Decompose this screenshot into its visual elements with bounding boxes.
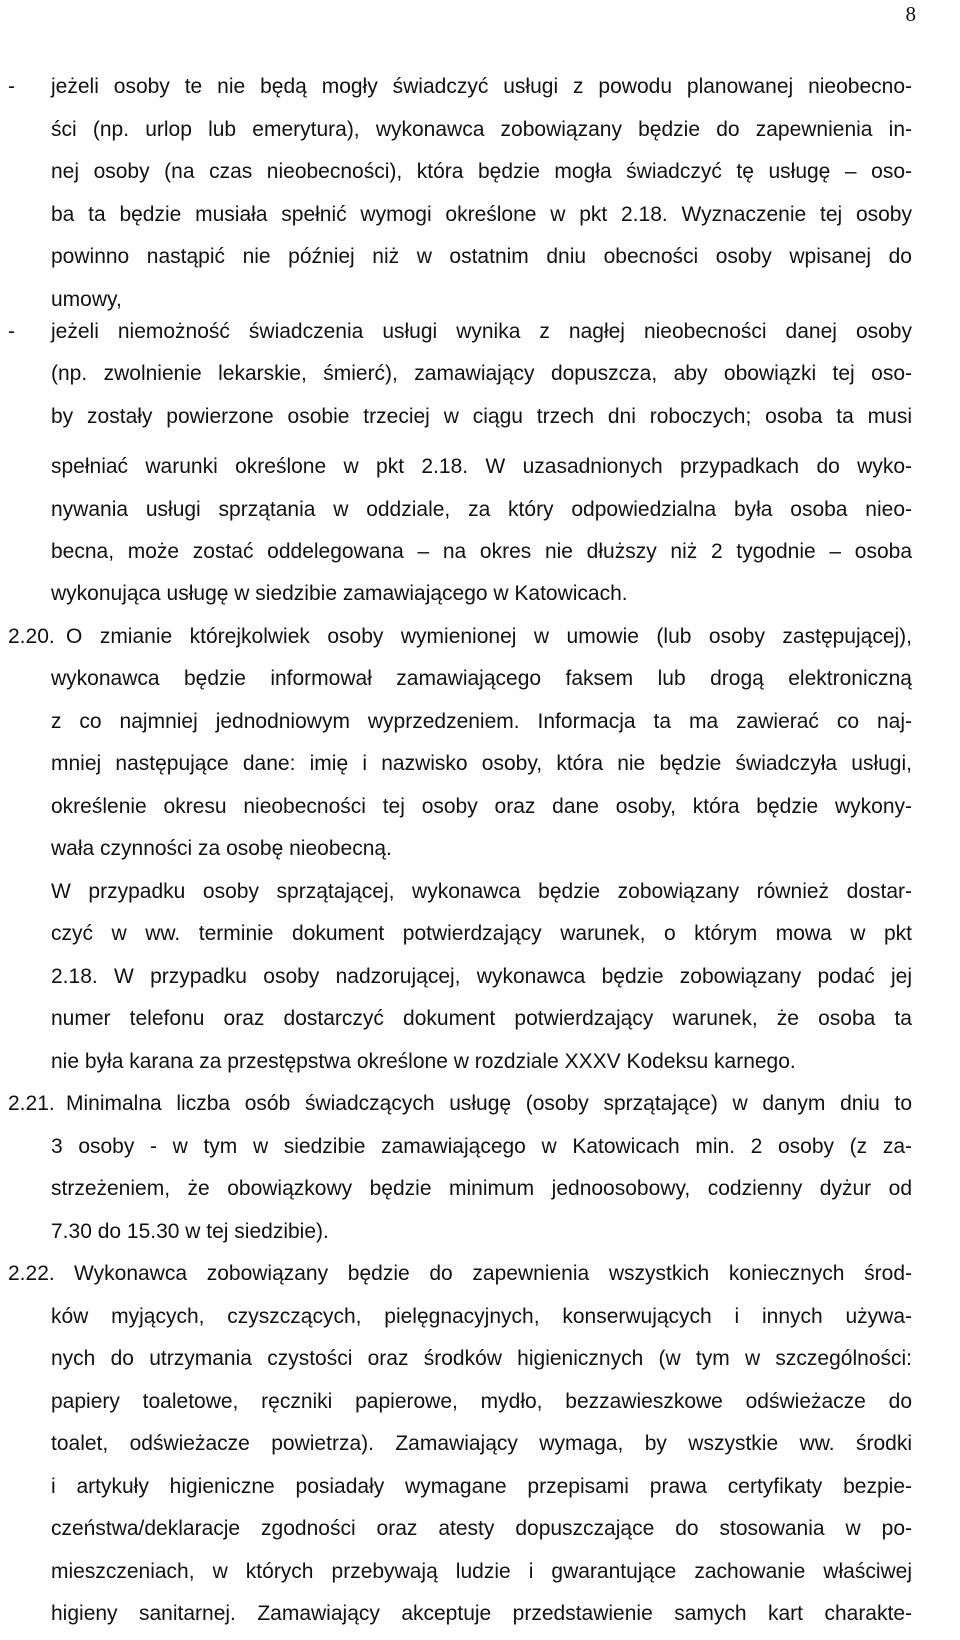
text-line: papiery toaletowe, ręczniki papierowe, mydło, bezzawieszkowe odświeżacze do	[51, 1390, 912, 1413]
bullet-dash: -	[8, 320, 15, 343]
text-line: 2.18. W przypadku osoby nadzorującej, wykonawca będzie zobowiązany podać jej	[51, 965, 912, 988]
text-line: wykonująca usługę w siedzibie zamawiającego w Katowicach.	[51, 582, 628, 605]
text-line: higieny sanitarnej. Zamawiający akceptuje przedstawienie samych kart charakte-	[51, 1602, 912, 1625]
text-line: (np. zwolnienie lekarskie, śmierć), zamawiający dopuszcza, aby obowiązki tej oso-	[51, 362, 912, 385]
text-line: nie była karana za przestępstwa określone w rozdziale XXXV Kodeksu karnego.	[51, 1050, 796, 1073]
text-line: Wykonawca zobowiązany będzie do zapewnienia wszystkich koniecznych środ-	[74, 1262, 912, 1285]
text-line: becna, może zostać oddelegowana – na okres nie dłuższy niż 2 tygodnie – osoba	[51, 540, 912, 563]
section-number: 2.21.	[8, 1092, 55, 1115]
section-number: 2.20.	[8, 625, 55, 648]
text-line: 7.30 do 15.30 w tej siedzibie).	[51, 1220, 329, 1243]
text-line: jeżeli osoby te nie będą mogły świadczyć usługi z powodu planowanej nieobecno-	[51, 75, 912, 98]
text-line: określenie okresu nieobecności tej osoby oraz dane osoby, która będzie wykony-	[51, 795, 912, 818]
text-line: nywania usługi sprzątania w oddziale, za który odpowiedzialna była osoba nieo-	[51, 498, 912, 521]
text-line: wykonawca będzie informował zamawiającego faksem lub drogą elektroniczną	[51, 667, 912, 690]
section-number: 2.22.	[8, 1262, 55, 1285]
page-number: 8	[905, 2, 916, 26]
text-line: ści (np. urlop lub emerytura), wykonawca zobowiązany będzie do zapewnienia in-	[51, 118, 912, 141]
text-line: O zmianie którejkolwiek osoby wymienionej w umowie (lub osoby zastępującej),	[66, 625, 912, 648]
text-line: spełniać warunki określone w pkt 2.18. W uzasadnionych przypadkach do wyko-	[51, 455, 912, 478]
text-line: powinno nastąpić nie później niż w ostatnim dniu obecności osoby wpisanej do	[51, 245, 912, 268]
text-line: z co najmniej jednodniowym wyprzedzeniem. Informacja ta ma zawierać co naj-	[51, 710, 912, 733]
text-line: wała czynności za osobę nieobecną.	[51, 837, 392, 860]
text-line: W przypadku osoby sprzątającej, wykonawca będzie zobowiązany również dostar-	[51, 880, 912, 903]
text-line: jeżeli niemożność świadczenia usługi wynika z nagłej nieobecności danej osoby	[51, 320, 912, 343]
text-line: nej osoby (na czas nieobecności), która będzie mogła świadczyć tę usługę – oso-	[51, 160, 912, 183]
text-line: mieszczeniach, w których przebywają ludzie i gwarantujące zachowanie właściwej	[51, 1560, 912, 1583]
text-line: umowy,	[51, 288, 122, 311]
text-line: nych do utrzymania czystości oraz środków higienicznych (w tym w szczególności:	[51, 1347, 912, 1370]
bullet-dash: -	[8, 75, 15, 98]
text-line: czeństwa/deklaracje zgodności oraz atesty dopuszczające do stosowania w po-	[51, 1517, 912, 1540]
text-line: toalet, odświeżacze powietrza). Zamawiający wymaga, by wszystkie ww. środki	[51, 1432, 912, 1455]
text-line: czyć w ww. terminie dokument potwierdzający warunek, o którym mowa w pkt	[51, 922, 912, 945]
text-line: ba ta będzie musiała spełnić wymogi określone w pkt 2.18. Wyznaczenie tej osoby	[51, 203, 912, 226]
text-line: Minimalna liczba osób świadczących usługę (osoby sprzątające) w danym dniu to	[66, 1092, 912, 1115]
text-line: by zostały powierzone osobie trzeciej w ciągu trzech dni roboczych; osoba ta musi	[51, 405, 912, 428]
text-line: ków myjących, czyszczących, pielęgnacyjnych, konserwujących i innych używa-	[51, 1305, 912, 1328]
text-line: numer telefonu oraz dostarczyć dokument potwierdzający warunek, że osoba ta	[51, 1007, 912, 1030]
text-line: 3 osoby - w tym w siedzibie zamawiającego w Katowicach min. 2 osoby (z za-	[51, 1135, 912, 1158]
text-line: strzeżeniem, że obowiązkowy będzie minimum jednoosobowy, codzienny dyżur od	[51, 1177, 912, 1200]
text-line: i artykuły higieniczne posiadały wymagane przepisami prawa certyfikaty bezpie-	[51, 1475, 912, 1498]
text-line: mniej następujące dane: imię i nazwisko osoby, która nie będzie świadczyła usługi,	[51, 752, 912, 775]
